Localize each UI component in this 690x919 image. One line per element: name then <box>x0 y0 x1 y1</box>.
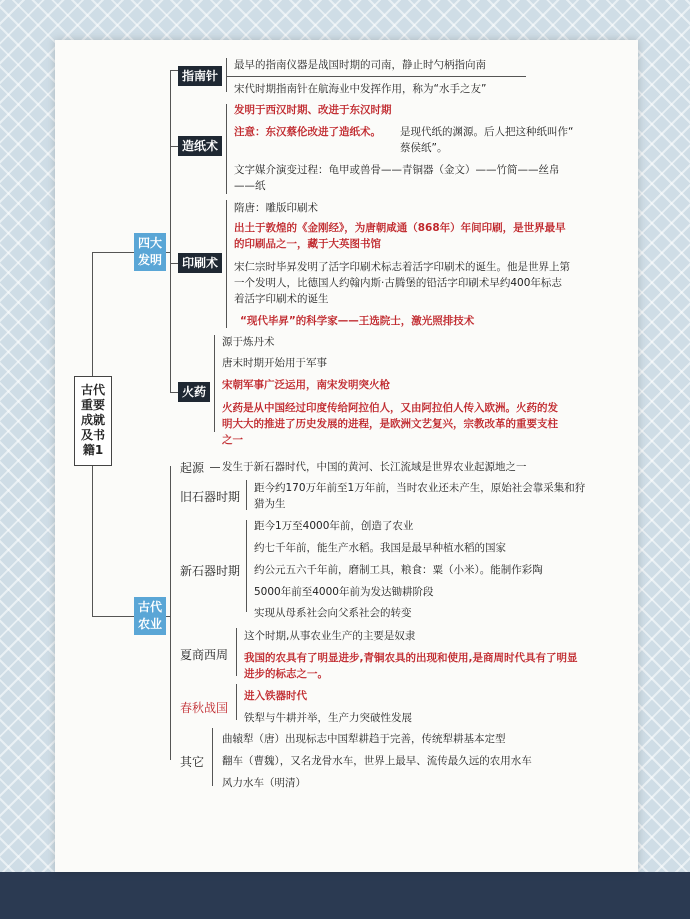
printing-item-2: 出土于敦煌的《金刚经》，为唐朝咸通（868年）年间印刷，是世界最早 的印刷品之一，藏于大英图书馆 <box>234 222 566 250</box>
connector <box>226 200 227 328</box>
node-gunpowder: 火药 <box>178 382 210 402</box>
neolithic-item-4: 5000年前至4000年前为发达锄耕阶段 <box>254 586 434 598</box>
origin-item: 发生于新石器时代，中国的黄河、长江流域是世界农业起源地之一 <box>222 461 527 473</box>
printing-item-3: 宋仁宗时毕昇发明了活字印刷术标志着活字印刷术的诞生。他是世界上第 一个发明人，比德国人约翰内斯·古腾堡的铅活字印刷术早约400年标志 着活字印刷术的诞生 <box>234 261 570 305</box>
connector <box>214 335 215 432</box>
connector <box>92 466 93 616</box>
paper-item-1: 发明于西汉时期、改进于东汉时期 <box>234 104 392 116</box>
gunpowder-item-2: 唐末时期开始用于军事 <box>222 357 327 369</box>
gunpowder-item-4: 火药是从中国经过印度传给阿拉伯人，又由阿拉伯人传入欧洲。火药的发 明大大的推进了历史发展的进程，是欧洲文艺复兴，宗教改革的重要支柱 之一 <box>222 402 558 446</box>
connector <box>226 58 227 92</box>
paper-item-3: 是现代纸的渊源。后人把这种纸叫作“ 蔡侯纸”。 <box>400 126 574 154</box>
node-papermaking: 造纸术 <box>178 136 222 156</box>
other-item-1: 曲辕犁（唐）出现标志中国犁耕趋于完善，传统犁耕基本定型 <box>222 733 506 745</box>
connector <box>92 252 134 253</box>
node-compass: 指南针 <box>178 66 222 86</box>
node-xia-shang-zhou: 夏商西周 <box>180 648 229 662</box>
node-paleolithic: 旧石器时期 <box>180 490 241 504</box>
paper-item-4: 文字媒介演变过程：龟甲或兽骨——青铜器（金文）——竹简——丝帛 ——纸 <box>234 164 560 192</box>
printing-item-4: “现代毕昇”的科学家——王选院士，激光照排技术 <box>240 315 475 327</box>
other-item-3: 风力水车（明清） <box>222 777 306 789</box>
underline <box>226 76 526 77</box>
connector <box>170 392 178 393</box>
connector <box>212 728 213 786</box>
connector <box>170 146 178 147</box>
neolithic-item-3: 约公元五六千年前，磨制工具，粮食：粟（小米）。能制作彩陶 <box>254 564 543 576</box>
connector <box>236 628 237 676</box>
neolithic-item-1: 距今1万至4000年前，创造了农业 <box>254 520 414 532</box>
other-item-2: 翻车（曹魏），又名龙骨水车，世界上最早、流传最久远的农用水车 <box>222 755 532 767</box>
category-ancient-agriculture: 古代 农业 <box>134 597 166 635</box>
connector <box>170 70 178 71</box>
bottom-band <box>0 872 690 919</box>
connector <box>166 252 170 253</box>
connector <box>170 263 178 264</box>
paleolithic-item: 距今约170万年前至1万年前，当时农业还未产生，原始社会靠采集和狩 猎为生 <box>254 482 586 510</box>
neolithic-item-5: 实现从母系社会向父系社会的转变 <box>254 607 412 619</box>
compass-item-1: 最早的指南仪器是战国时期的司南，静止时勺柄指向南 <box>234 59 486 71</box>
xsz-item-2: 我国的农具有了明显进步,青铜农具的出现和使用,是商周时代具有了明显 进步的标志之一。 <box>244 652 578 680</box>
connector <box>236 684 237 720</box>
connector <box>92 616 134 617</box>
printing-item-1: 隋唐：雕版印刷术 <box>234 202 318 214</box>
node-spring-autumn: 春秋战国 <box>180 701 229 715</box>
connector <box>170 466 171 760</box>
xsz-item-1: 这个时期,从事农业生产的主要是奴隶 <box>244 630 416 642</box>
node-origin: 起源 <box>180 461 205 475</box>
gunpowder-item-1: 源于炼丹术 <box>222 336 275 348</box>
category-four-inventions: 四大 发明 <box>134 233 166 271</box>
connector <box>92 252 93 376</box>
connector <box>246 520 247 612</box>
root-node: 古代 重要 成就 及书 籍1 <box>74 376 112 466</box>
cqzg-item-2: 铁犁与牛耕并举，生产力突破性发展 <box>244 712 412 724</box>
connector <box>170 70 171 392</box>
gunpowder-item-3: 宋朝军事广泛运用，南宋发明突火枪 <box>222 379 390 391</box>
node-other: 其它 <box>180 755 205 769</box>
connector <box>166 616 170 617</box>
paper-item-2: 注意：东汉蔡伦改进了造纸术。 <box>234 126 381 138</box>
compass-item-2: 宋代时期指南针在航海业中发挥作用，称为“水手之友” <box>234 83 487 95</box>
node-printing: 印刷术 <box>178 253 222 273</box>
connector <box>246 480 247 510</box>
connector <box>226 104 227 194</box>
neolithic-item-2: 约七千年前，能生产水稻。我国是最早种植水稻的国家 <box>254 542 506 554</box>
cqzg-item-1: 进入铁器时代 <box>244 690 307 702</box>
connector <box>210 467 220 468</box>
node-neolithic: 新石器时期 <box>180 564 241 578</box>
